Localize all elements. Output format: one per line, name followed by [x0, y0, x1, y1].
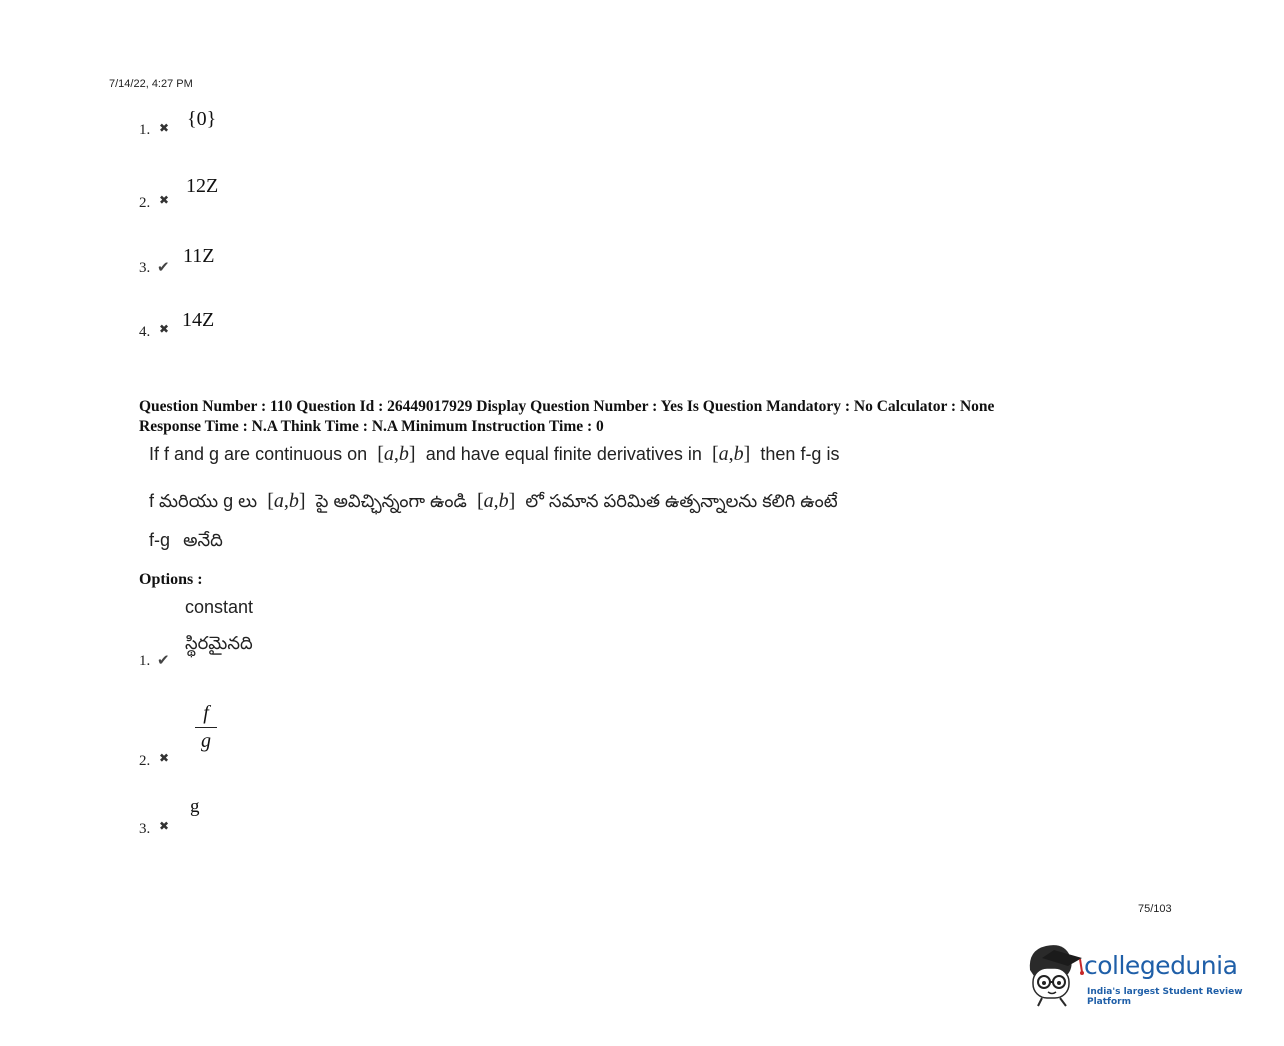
logo-wordmark: collegedunia: [1084, 951, 1238, 980]
interval: [a,b]: [706, 443, 756, 465]
option-number: 4.: [139, 324, 151, 340]
interval: [a,b]: [262, 490, 311, 512]
question-text-telugu-line2: f-g అనేది: [149, 530, 223, 550]
check-icon: ✔: [157, 258, 170, 276]
option-number: 2.: [139, 195, 151, 211]
cross-icon: ✖: [159, 751, 170, 765]
option-text: {0}: [187, 108, 217, 130]
interval: [a,b]: [372, 443, 421, 465]
question-text-english: If f and g are continuous on [a,b] and have equal finite derivatives in [a,b] then f-g is: [149, 443, 840, 465]
option-text-telugu: స్థిరమైనది: [185, 633, 253, 653]
collegedunia-mascot-icon: [1024, 940, 1084, 1008]
page-number: 75/103: [1138, 903, 1172, 915]
fraction-denominator: g: [201, 730, 211, 752]
option-text: 11Z: [183, 245, 215, 267]
options-label: Options :: [139, 571, 203, 588]
option-text: 12Z: [186, 175, 219, 197]
logo-tagline: India's largest Student Review Platform: [1087, 987, 1243, 1007]
question-meta-line1: Question Number : 110 Question Id : 26449017929 Display Question Number : Yes Is Question Mandatory : No Calculator : None: [139, 398, 995, 415]
cross-icon: ✖: [159, 193, 170, 207]
question-meta-line2: Response Time : N.A Think Time : N.A Minimum Instruction Time : 0: [139, 418, 604, 435]
question-text-telugu: f మరియు g లు [a,b] పై అవిచ్ఛిన్నంగా ఉండి [a,b] లో సమాన పరిమిత ఉత్పన్నాలను కలిగి ఉంటే: [149, 490, 838, 512]
option-number: 1.: [139, 122, 151, 138]
print-timestamp: 7/14/22, 4:27 PM: [109, 78, 193, 90]
option-number: 3.: [139, 821, 151, 837]
fraction-f-over-g: [195, 702, 217, 753]
interval: [a,b]: [471, 490, 521, 512]
option-number: 2.: [139, 753, 151, 769]
option-text: 14Z: [182, 309, 215, 331]
option-number: 3.: [139, 260, 151, 276]
cross-icon: ✖: [159, 819, 170, 833]
cross-icon: ✖: [159, 121, 170, 135]
option-text: g: [190, 796, 200, 817]
cross-icon: ✖: [159, 322, 170, 336]
fraction-bar: [195, 727, 217, 728]
option-number: 1.: [139, 653, 151, 669]
fraction-numerator: f: [203, 702, 209, 724]
check-icon: ✔: [157, 651, 170, 669]
option-text-english: constant: [185, 597, 254, 617]
question-meta: [139, 397, 1139, 437]
